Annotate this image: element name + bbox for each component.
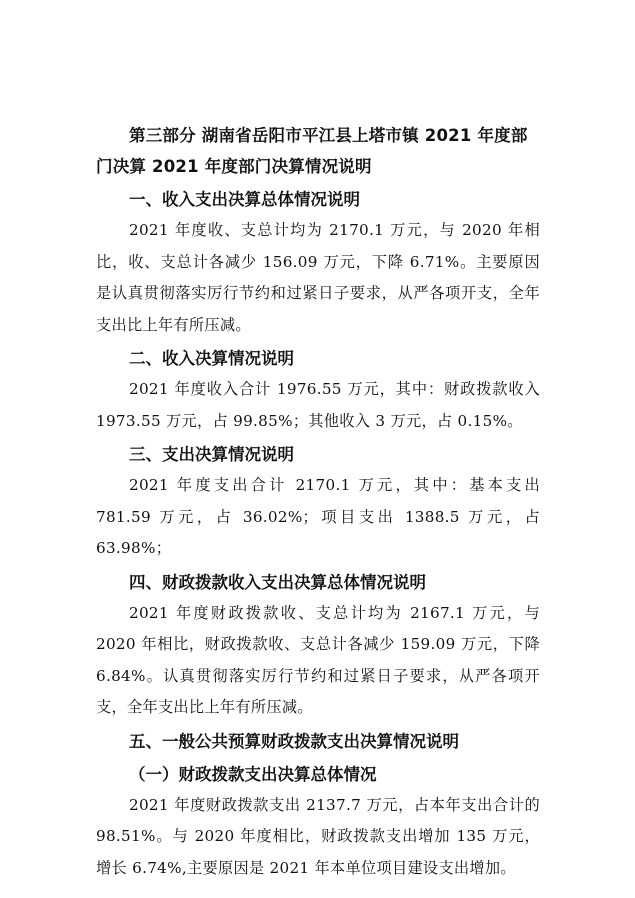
subsection-heading: （一）财政拨款支出决算总体情况 bbox=[129, 764, 377, 784]
subsection-paragraph: 2021 年度财政拨款支出 2137.7 万元，占本年支出合计的 98.51%。与 2020 年度相比，财政拨款支出增加 135 万元，增长 6.74%,主要原因是 2021 年本单位项目建设支出增加。 bbox=[96, 795, 540, 877]
section-3 bbox=[96, 439, 540, 565]
section-5 bbox=[96, 726, 540, 757]
section-heading: 四、财政拨款收入支出决算总体情况说明 bbox=[129, 572, 426, 592]
document-title: 第三部分 湖南省岳阳市平江县上塔市镇 2021 年度部门决算 2021 年度部门决算情况说明 bbox=[96, 126, 528, 176]
section-heading: 三、支出决算情况说明 bbox=[129, 445, 294, 464]
section-4 bbox=[96, 567, 540, 724]
section-2 bbox=[96, 343, 540, 437]
section-heading: 二、收入决算情况说明 bbox=[129, 349, 294, 368]
section-paragraph: 2021 年度财政拨款收、支总计均为 2167.1 万元，与 2020 年相比，财政拨款收、支总计各减少 159.09 万元，下降 6.84%。认真贯彻落实厉行节约和过紧日子要求，从严各项开支，全年支出比上年有所压减。 bbox=[96, 603, 540, 716]
section-1 bbox=[96, 184, 540, 341]
subsection-5-1 bbox=[96, 759, 540, 885]
section-paragraph: 2021 年度收、支总计均为 2170.1 万元，与 2020 年相比，收、支总计各减少 156.09 万元，下降 6.71%。主要原因是认真贯彻落实厉行节约和过紧日子要求，从严各项开支，全年支出比上年有所压减。 bbox=[96, 221, 540, 334]
section-heading: 五、一般公共预算财政拨款支出决算情况说明 bbox=[129, 731, 459, 751]
section-heading: 一、收入支出决算总体情况说明 bbox=[129, 190, 360, 209]
section-paragraph: 2021 年度收入合计 1976.55 万元，其中：财政拨款收入 1973.55 万元，占 99.85%；其他收入 3 万元，占 0.15%。 bbox=[96, 380, 540, 430]
section-paragraph: 2021 年度支出合计 2170.1 万元，其中：基本支出 781.59 万元，占 36.02%；项目支出 1388.5 万元，占 63.98%； bbox=[96, 476, 540, 557]
document-body bbox=[96, 120, 540, 884]
